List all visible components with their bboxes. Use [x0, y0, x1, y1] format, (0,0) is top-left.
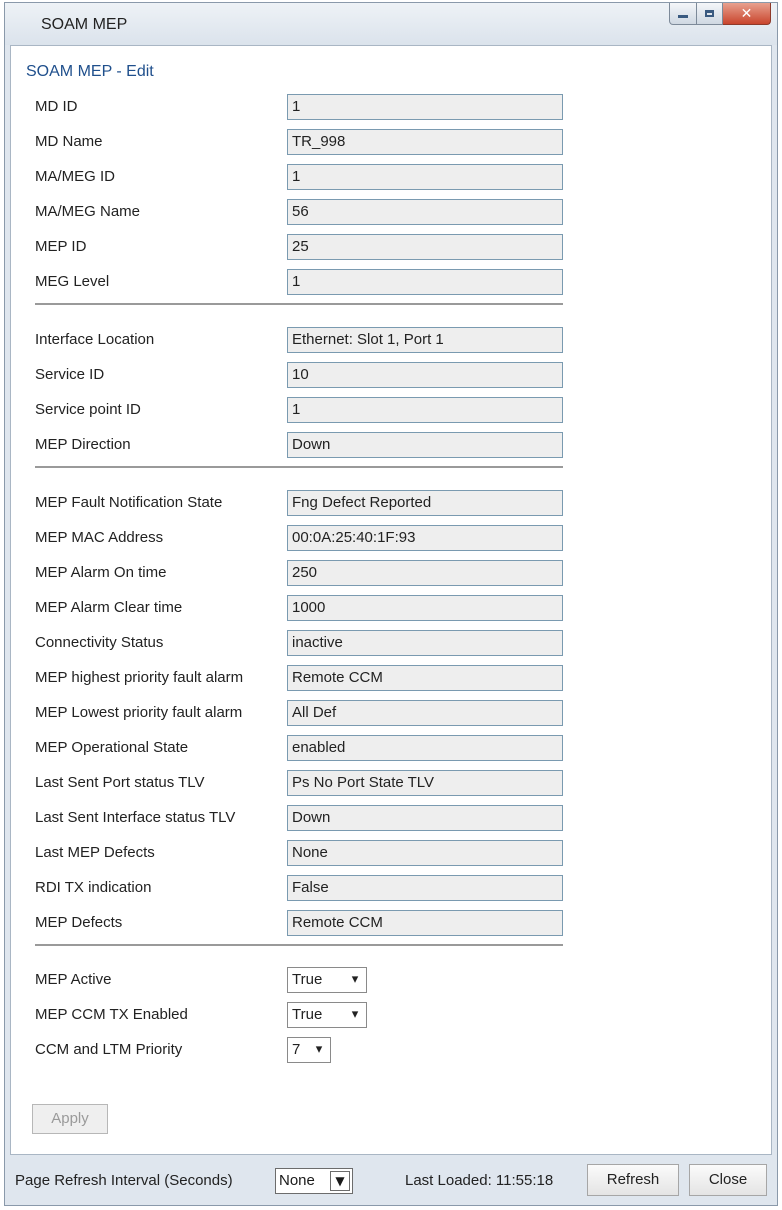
form-row	[11, 94, 611, 120]
window-controls	[669, 3, 771, 25]
lowest-priority-fault-alarm-field: All Def	[287, 700, 563, 726]
field-label: Last Sent Interface status TLV	[35, 809, 236, 826]
last-port-status-tlv-field: Ps No Port State TLV	[287, 770, 563, 796]
select-value: 7	[292, 1041, 301, 1058]
mep-active-select[interactable]	[287, 967, 367, 993]
field-label: MEP Fault Notification State	[35, 494, 223, 511]
form-row	[11, 525, 611, 551]
form-row	[11, 735, 611, 761]
ma-meg-id-field: 1	[287, 164, 563, 190]
section-divider	[35, 466, 563, 468]
form-row	[11, 234, 611, 260]
refresh-interval-label: Page Refresh Interval (Seconds)	[15, 1172, 233, 1189]
minimize-button[interactable]	[669, 3, 697, 25]
select-value: None	[279, 1172, 315, 1189]
ma-meg-name-field: 56	[287, 199, 563, 225]
form-row	[11, 397, 611, 423]
fault-notification-state-field: Fng Defect Reported	[287, 490, 563, 516]
field-label: CCM and LTM Priority	[35, 1041, 183, 1058]
chevron-down-icon: ▾	[351, 1007, 359, 1022]
last-loaded-text: Last Loaded: 11:55:18	[405, 1172, 554, 1189]
field-label: Last MEP Defects	[35, 844, 155, 861]
maximize-button[interactable]	[697, 3, 723, 25]
status-bar	[5, 1157, 777, 1205]
md-id-field: 1	[287, 94, 563, 120]
window-title: SOAM MEP	[41, 16, 128, 33]
field-label: Service point ID	[35, 401, 141, 418]
field-label: MEP highest priority fault alarm	[35, 669, 244, 686]
close-icon: ✕	[740, 5, 753, 22]
field-label: Connectivity Status	[35, 634, 164, 651]
form-row	[11, 770, 611, 796]
interface-location-field: Ethernet: Slot 1, Port 1	[287, 327, 563, 353]
form-row	[11, 595, 611, 621]
form-row	[11, 805, 611, 831]
form-row	[11, 1037, 611, 1063]
field-label: Last Sent Port status TLV	[35, 774, 205, 791]
mep-id-field: 25	[287, 234, 563, 260]
mep-ccm-tx-enabled-select[interactable]	[287, 1002, 367, 1028]
field-label: Service ID	[35, 366, 105, 383]
form-row	[11, 700, 611, 726]
mep-direction-field: Down	[287, 432, 563, 458]
section-divider	[35, 944, 563, 946]
form-row	[11, 967, 611, 993]
mep-mac-address-field: 00:0A:25:40:1F:93	[287, 525, 563, 551]
form-row	[11, 199, 611, 225]
field-label: MEP Active	[35, 971, 112, 988]
field-label: MD ID	[35, 98, 78, 115]
mep-defects-field: Remote CCM	[287, 910, 563, 936]
field-label: MEP MAC Address	[35, 529, 164, 546]
ccm-ltm-priority-select[interactable]	[287, 1037, 331, 1063]
field-label: MA/MEG Name	[35, 203, 141, 220]
form-row	[11, 327, 611, 353]
refresh-button[interactable]: Refresh	[587, 1164, 679, 1196]
meg-level-field: 1	[287, 269, 563, 295]
field-label: MEP CCM TX Enabled	[35, 1006, 188, 1023]
field-label: MEP Direction	[35, 436, 131, 453]
field-label: MEP Lowest priority fault alarm	[35, 704, 243, 721]
form-title: SOAM MEP - Edit	[26, 63, 154, 80]
form-row	[11, 269, 611, 295]
last-interface-status-tlv-field: Down	[287, 805, 563, 831]
alarm-on-time-field: 250	[287, 560, 563, 586]
alarm-clear-time-field: 1000	[287, 595, 563, 621]
last-mep-defects-field: None	[287, 840, 563, 866]
form-row	[11, 490, 611, 516]
chevron-down-icon: ▾	[351, 972, 359, 987]
highest-priority-fault-alarm-field: Remote CCM	[287, 665, 563, 691]
connectivity-status-field: inactive	[287, 630, 563, 656]
field-label: MEG Level	[35, 273, 110, 290]
field-label: MEP ID	[35, 238, 87, 255]
field-label: MEP Operational State	[35, 739, 189, 756]
refresh-interval-select[interactable]	[275, 1168, 353, 1194]
operational-state-field: enabled	[287, 735, 563, 761]
chevron-down-icon: ▼	[330, 1171, 350, 1191]
form-row	[11, 1002, 611, 1028]
form-row	[11, 362, 611, 388]
title-bar	[5, 3, 777, 45]
field-label: MEP Alarm Clear time	[35, 599, 183, 616]
service-id-field: 10	[287, 362, 563, 388]
apply-button[interactable]: Apply	[32, 1104, 108, 1134]
field-label: MEP Alarm On time	[35, 564, 167, 581]
form-row	[11, 560, 611, 586]
field-label: MEP Defects	[35, 914, 123, 931]
form-row	[11, 665, 611, 691]
form-row	[11, 432, 611, 458]
field-label: MA/MEG ID	[35, 168, 116, 185]
form-row	[11, 910, 611, 936]
form-row	[11, 129, 611, 155]
service-point-id-field: 1	[287, 397, 563, 423]
field-label: Interface Location	[35, 331, 155, 348]
field-label: RDI TX indication	[35, 879, 152, 896]
rdi-tx-indication-field: False	[287, 875, 563, 901]
close-window-button[interactable]	[723, 3, 771, 25]
field-label: MD Name	[35, 133, 103, 150]
soam-mep-window	[4, 2, 778, 1206]
chevron-down-icon: ▾	[315, 1042, 323, 1057]
maximize-icon	[705, 10, 714, 17]
form-row	[11, 164, 611, 190]
form-row	[11, 630, 611, 656]
section-divider	[35, 303, 563, 305]
select-value: True	[292, 971, 323, 988]
select-value: True	[292, 1006, 323, 1023]
close-button[interactable]: Close	[689, 1164, 767, 1196]
md-name-field: TR_998	[287, 129, 563, 155]
form-panel	[10, 45, 772, 1155]
form-row	[11, 840, 611, 866]
form-row	[11, 875, 611, 901]
minimize-icon	[678, 15, 688, 18]
